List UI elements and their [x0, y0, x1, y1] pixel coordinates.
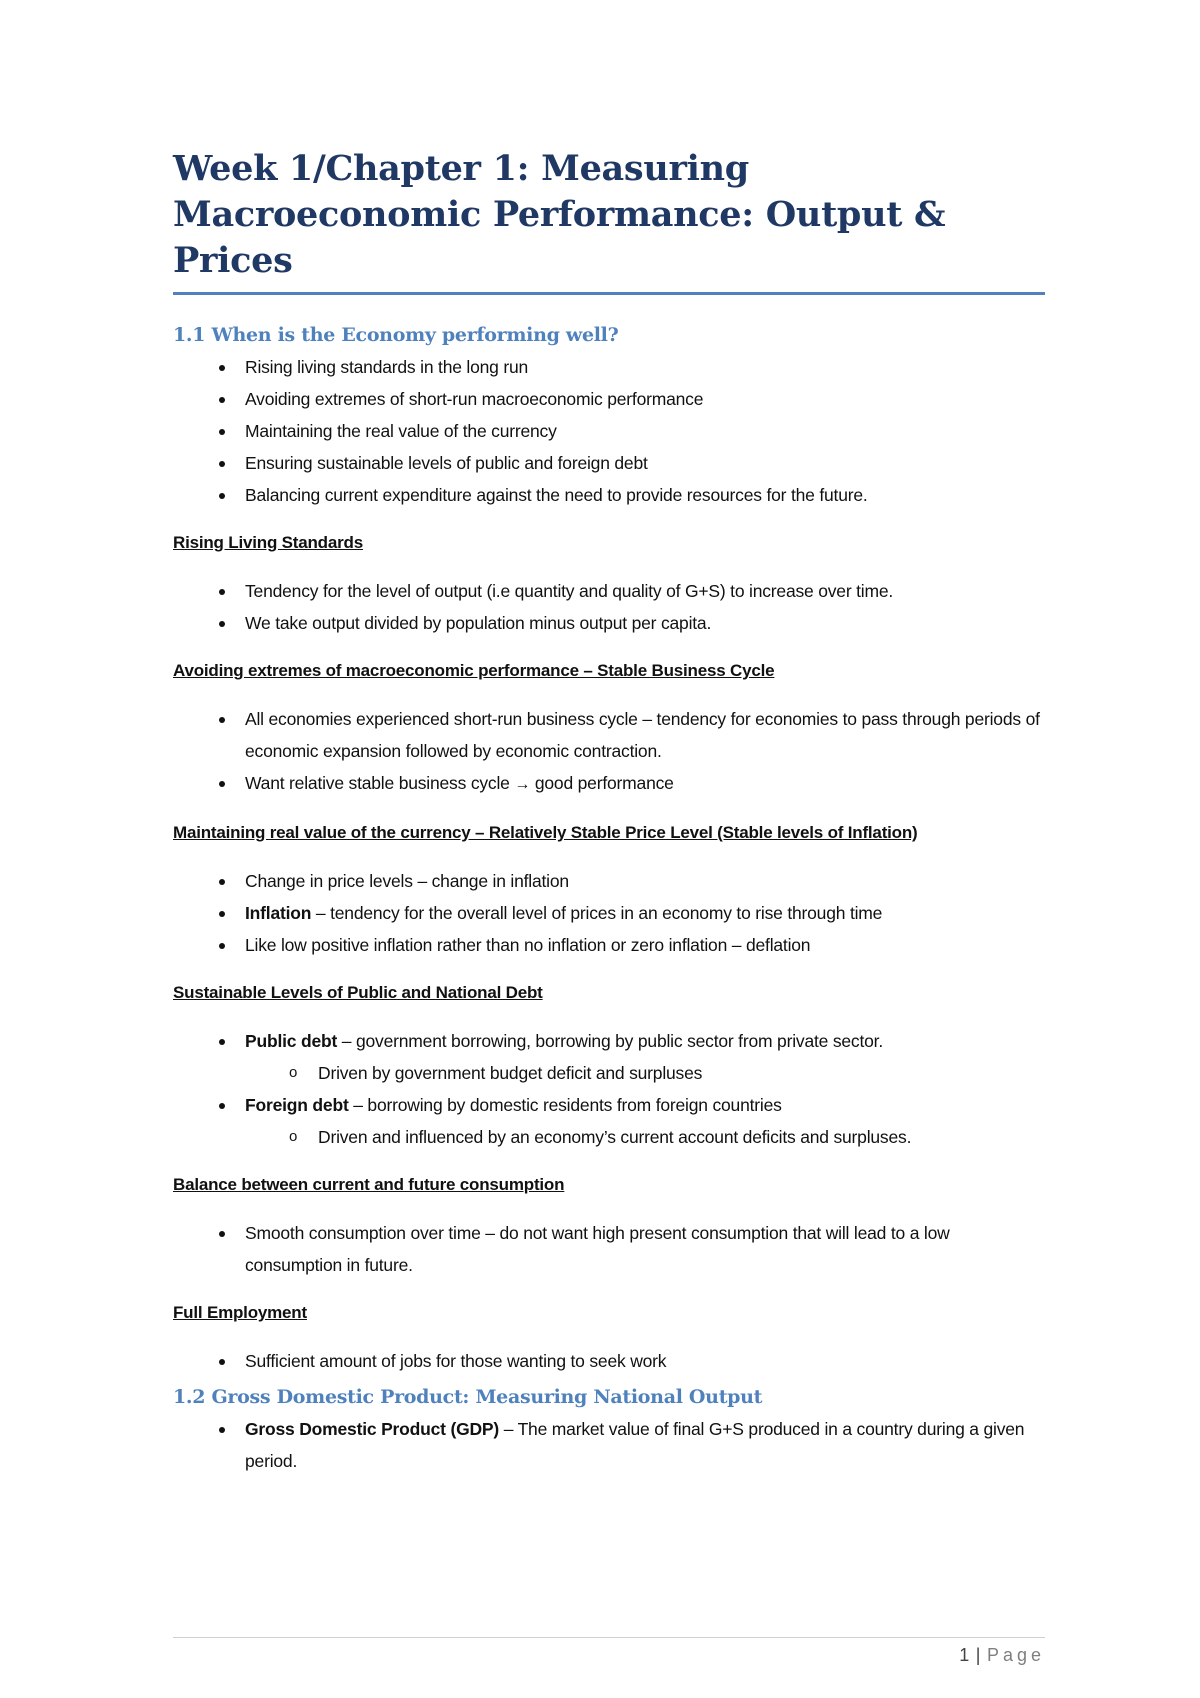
list-item: Public debt – government borrowing, borrowing by public sector from private sector. [173, 1025, 1045, 1057]
rising-living-standards-list [173, 575, 1045, 639]
page-content [173, 146, 1045, 1477]
list-item: We take output divided by population minus output per capita. [173, 607, 1045, 639]
bullet-icon [219, 943, 225, 949]
sub-bullet-icon: o [289, 1128, 298, 1145]
bullet-icon [219, 781, 225, 787]
sustainable-debt-list [173, 1025, 1045, 1057]
list-item: Inflation – tendency for the overall level of prices in an economy to rise through time [173, 897, 1045, 929]
maintaining-currency-list [173, 865, 1045, 961]
sub-bullet-icon: o [289, 1064, 298, 1081]
section-1-1-heading: 1.1 When is the Economy performing well? [173, 324, 619, 346]
bullet-icon [219, 493, 225, 499]
balance-consumption-heading: Balance between current and future consumption [173, 1175, 565, 1194]
bullet-icon [219, 911, 225, 917]
bullet-icon [219, 461, 225, 467]
list-item: Tendency for the level of output (i.e quantity and quality of G+S) to increase over time. [173, 575, 1045, 607]
bullet-icon [219, 1039, 225, 1045]
page-footer [959, 1645, 1045, 1666]
footer-separator: | [975, 1645, 981, 1665]
list-item: All economies experienced short-run business cycle – tendency for economies to pass through periods of economic expansion followed by economic contraction. [173, 703, 1045, 767]
sub-list-item: o Driven and influenced by an economy’s current account deficits and surpluses. [173, 1121, 1045, 1153]
gdp-term: Gross Domestic Product (GDP) [245, 1419, 500, 1439]
full-employment-list [173, 1345, 1045, 1377]
bullet-icon [219, 1103, 225, 1109]
sub-list-item: o Driven by government budget deficit and surpluses [173, 1057, 1045, 1089]
section-1-2-list [173, 1413, 1045, 1477]
list-item: Avoiding extremes of short-run macroeconomic performance [173, 383, 1045, 415]
avoiding-extremes-heading: Avoiding extremes of macroeconomic performance – Stable Business Cycle [173, 661, 775, 680]
bullet-icon [219, 589, 225, 595]
list-item: Gross Domestic Product (GDP) – The market value of final G+S produced in a country during a given period. [173, 1413, 1045, 1477]
foreign-debt-list [173, 1089, 1045, 1121]
list-item: Sufficient amount of jobs for those wanting to seek work [173, 1345, 1045, 1377]
bullet-icon [219, 621, 225, 627]
list-item: Maintaining the real value of the currency [173, 415, 1045, 447]
rising-living-standards-heading: Rising Living Standards [173, 533, 363, 552]
bullet-icon [219, 1427, 225, 1433]
document-title: Week 1/Chapter 1: Measuring Macroeconomic Performance: Output & Prices [173, 146, 1045, 295]
bullet-icon [219, 1231, 225, 1237]
list-item: Smooth consumption over time – do not want high present consumption that will lead to a low consumption in future. [173, 1217, 1045, 1281]
bullet-icon [219, 879, 225, 885]
maintaining-currency-heading: Maintaining real value of the currency – Relatively Stable Price Level (Stable levels of Inflation) [173, 823, 918, 842]
section-1-2-heading: 1.2 Gross Domestic Product: Measuring National Output [173, 1386, 763, 1408]
list-item: Foreign debt – borrowing by domestic residents from foreign countries [173, 1089, 1045, 1121]
list-item: Rising living standards in the long run [173, 351, 1045, 383]
inflation-term: Inflation [245, 903, 312, 923]
foreign-debt-term: Foreign debt [245, 1095, 349, 1115]
bullet-icon [219, 365, 225, 371]
avoiding-extremes-list [173, 703, 1045, 801]
full-employment-heading: Full Employment [173, 1303, 307, 1322]
footer-divider [173, 1637, 1045, 1638]
page-label: Page [986, 1645, 1045, 1665]
list-item: Want relative stable business cycle → good performance [173, 767, 1045, 801]
balance-consumption-list [173, 1217, 1045, 1281]
list-item: Change in price levels – change in inflation [173, 865, 1045, 897]
bullet-icon [219, 397, 225, 403]
bullet-icon [219, 717, 225, 723]
page-number: 1 [959, 1645, 970, 1665]
public-debt-term: Public debt [245, 1031, 338, 1051]
foreign-debt-sublist [173, 1121, 1045, 1153]
sustainable-debt-heading: Sustainable Levels of Public and National Debt [173, 983, 543, 1002]
bullet-icon [219, 429, 225, 435]
list-item: Like low positive inflation rather than no inflation or zero inflation – deflation [173, 929, 1045, 961]
bullet-icon [219, 1359, 225, 1365]
section-1-1-list [173, 351, 1045, 511]
list-item: Balancing current expenditure against the need to provide resources for the future. [173, 479, 1045, 511]
right-arrow-icon: → [514, 776, 531, 793]
list-item: Ensuring sustainable levels of public and foreign debt [173, 447, 1045, 479]
public-debt-sublist [173, 1057, 1045, 1089]
